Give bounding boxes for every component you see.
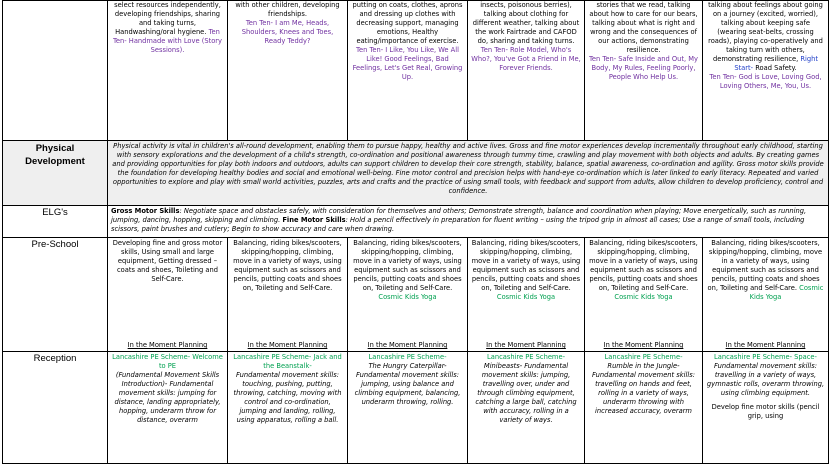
preschool-cell-4 [468,238,585,352]
psed-cell-3 [348,1,468,141]
preschool-label-text: Pre-School [31,239,79,250]
cosmic-yoga-link[interactable]: Cosmic Kids Yoga [614,293,673,302]
reception-cell-1 [108,352,228,464]
cosmic-yoga-link[interactable]: Cosmic Kids Yoga [749,284,824,302]
moment-planning: In the Moment Planning [127,340,208,349]
elg-label [3,206,108,238]
moment-planning: In the Moment Planning [603,340,684,349]
physical-development-description [108,141,829,206]
preschool-cell-5 [585,238,703,352]
reception-cell-6 [703,352,829,464]
gross-motor-title: Gross Motor Skills [111,207,180,215]
pe-scheme-link[interactable]: Lancashire PE Scheme- Jack and the Beanstalk- [233,353,342,371]
preschool-text: Balancing, riding bikes/scooters, skipping/hopping, climbing, move in a variety of ways, using equipment such as scissors and pencils, putting coats and shoes on, Toileting and Self-Care. [471,239,581,293]
psed-cell-1 [108,1,228,141]
preschool-text: Balancing, riding bikes/scooters, skipping/hopping, climbing, move in a variety of ways, using equipment such as scissors and pencils, putting coats and shoes on, Toileting and Self-Care. [353,239,462,293]
preschool-text: Balancing, riding bikes/scooters, skipping/hopping, climbing, move in a variety of ways, using equipment such as scissors and pencils, putting coats and shoes on, Toileting and Self-Care. [707,239,823,293]
psed-cell-6 [703,1,829,141]
reception-text: Fundamental movement skills: travelling in a variety of ways, gymnastic rolls, overarm throwing, using climbing equipment. [706,362,825,398]
reception-text: Fundamental movement skills: touching, pushing, putting, throwing, catching, moving with control and co-ordination, jumping and landing, rolling, using apparatus, rolling a ball. [233,371,342,425]
tenten-link[interactable]: Ten Ten- God is Love, Loving God, Loving Others, Me, You, Us. [709,73,822,91]
moment-planning: In the Moment Planning [367,340,448,349]
gross-motor-text: : Negotiate space and obstacles safely, with consideration for themselves and others; Demonstrate strength, balance and coordination when playing; Move energetically, such as running, jumping, dancing, hopping, skipping and climbing. [111,207,807,225]
psed-cell-4 [468,1,585,141]
reception-cell-3 [348,352,468,464]
fine-motor-note: Develop fine motor skills (pencil grip, using [711,403,820,421]
moment-planning: In the Moment Planning [725,340,806,349]
elg-row [3,206,829,238]
reception-text: (Fundamental Movement Skills Introduction)- Fundamental movement skills: jumping for distance, landing appropriately, hopping, underarm throw for distance, overarm [114,371,221,425]
label-line-1: Physical [35,143,75,154]
reception-label [3,352,108,464]
elg-description [108,206,829,238]
preschool-label [3,238,108,352]
preschool-text: Developing fine and gross motor skills, Using small and large equipment, Getting dressed – coats and shoes, Toileting and Self-Care. [112,239,223,284]
psed-cell-2 [228,1,348,141]
reception-cell-2 [228,352,348,464]
psed-text: putting on coats, clothes, aprons and dressing up clothes with decreasing support, managing emotions, Healthy eating/importance of exercise. [352,1,463,46]
preschool-cell-1 [108,238,228,352]
pe-scheme-link[interactable]: Lancashire PE Scheme- [368,353,447,361]
reception-cell-5 [585,352,703,464]
reception-label-text: Reception [33,353,77,364]
psed-text: stories that we read, talking about how to care for our bears, talking about what is right and wrong and the consequences of our actions, demonstrating resilience. [589,1,698,55]
elg-label-text: ELG's [42,207,68,218]
tenten-link[interactable]: Ten Ten- Handmade with Love (Story Sessions). [112,28,223,55]
psed-text: with other children, developing friendships. [235,1,340,19]
reception-cell-4 [468,352,585,464]
preschool-text: Balancing, riding bikes/scooters, skipping/hopping, climbing, move in a variety of ways, using equipment such as scissors and pencils, putting coats and shoes on, Toileting and Self-Care. [233,239,342,293]
right-start-link[interactable]: Right Start- [734,55,819,73]
reception-row [3,352,829,464]
curriculum-table [2,0,829,464]
pe-scheme-link[interactable]: Lancashire PE Scheme- Welcome to PE [112,353,223,371]
pe-scheme-link[interactable]: Lancashire PE Scheme- [604,353,683,361]
fine-motor-title: Fine Motor Skills [282,216,346,225]
reception-text: Rumble in the Jungle- Fundamental movement skills: travelling on hands and feet, rolling in a variety of ways, underarm throwing with increased accuracy, overarm [592,362,695,416]
tenten-link[interactable]: Ten Ten- Safe Inside and Out, My Body, My Rules, Feeling Poorly, People Who Help Us. [588,55,699,82]
fine-motor-text: : Hold a pencil effectively in preparation for fluent writing – using the tripod grip in almost all cases; Use a range of small tools, including scissors, paint brushes and cutlery; Begin to show accuracy and care when drawing. [111,216,805,234]
reception-text: Minibeasts- Fundamental movement skills: jumping, travelling over, under and through climbing equipment, catching a large ball, catching with accuracy, rolling in a variety of ways. [475,362,577,425]
psed-row [3,1,829,141]
tenten-link[interactable]: Ten Ten- I am Me, Heads, Shoulders, Knees and Toes, Ready Teddy? [241,19,334,46]
tenten-link[interactable]: Ten Ten- Role Model, Who's Who?, You've Got a Friend in Me, Forever Friends. [471,46,581,73]
description-text: Physical activity is vital in children's all-round development, enabling them to pursue happy, healthy and active lives. Gross and fine motor experiences develop incrementally throughout early childhood, starting with sensory explorations and the development of a child's strength, co-ordination and positional awareness through tummy time, crawling and play movement with both objects and adults. By creating games and providing opportunities for play both indoors and outdoors, adults can support children to develop their core strength, stability, balance, spatial awareness, co-ordination and agility. Gross motor skills provide the foundation for developing healthy bodies and social and emotional well-being. Fine motor control and precision helps with hand-eye co-ordination which is later linked to early literacy. Repeated and varied opportunities to explore and play with small world activities, puzzles, arts and crafts and the practice of using small tools, with feedback and support from adults, allow children to develop proficiency, control and confidence. [112,142,824,196]
pe-scheme-link[interactable]: Lancashire PE Scheme- [487,353,565,361]
psed-label-cell [3,1,108,141]
preschool-cell-3 [348,238,468,352]
cosmic-yoga-link[interactable]: Cosmic Kids Yoga [496,293,556,302]
psed-text: talking about feelings about going on a journey (excited, worried), talking about keeping safe (wearing seat-belts, crossing roads), playing co-operatively and taking turn with others, demonstrating resilience, [708,1,823,64]
pe-scheme-link[interactable]: Lancashire PE Scheme- Space- [714,353,817,361]
physical-development-row [3,141,829,206]
preschool-row [3,238,829,352]
moment-planning: In the Moment Planning [247,340,328,349]
psed-text: insects, poisonous berries), talking about clothing for different weather, talking about the work Fairtrade and CAFOD do, sharing and taking turns. [472,1,580,46]
psed-cell-5 [585,1,703,141]
reception-text: The Hungry Caterpillar- Fundamental movement skills: jumping, using balance and climbing equipment, balancing, underarm throwing, rolling. [354,362,461,407]
preschool-cell-6 [703,238,829,352]
preschool-cell-2 [228,238,348,352]
psed-text: select resources independently, developing friendships, sharing and taking turns, Handwashing/oral hygiene. [114,1,221,37]
tenten-link[interactable]: Ten Ten- I Like, You Like, We All Like! Good Feelings, Bad Feelings, Let's Get Real, Growing Up. [352,46,463,82]
cosmic-yoga-link[interactable]: Cosmic Kids Yoga [378,293,437,302]
psed-text-2: Road Safety. [755,64,797,73]
moment-planning: In the Moment Planning [486,340,566,349]
label-line-2: Development [25,155,85,167]
preschool-text: Balancing, riding bikes/scooters, skipping/hopping, climbing, move in a variety of ways, using equipment such as scissors and pencils, putting coats and shoes on, Toileting and Self-Care. [589,239,698,293]
physical-development-label [3,141,108,206]
